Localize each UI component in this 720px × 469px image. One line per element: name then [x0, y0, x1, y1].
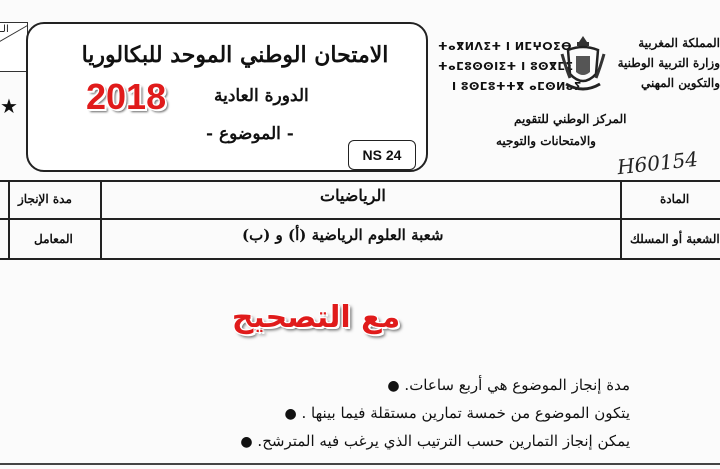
info-table	[0, 180, 720, 260]
tifinagh-line-2: ⵜⴰⵎⵓⵙⵙⵏⵉⵜ ⵏ ⵓⵙⴳⵎⵉ	[438, 60, 574, 73]
instruction-item	[240, 432, 630, 450]
instruction-text: يمكن إنجاز التمارين حسب الترتيب الذي يرغب فيه المترشح.	[257, 432, 630, 450]
subject-value: الرياضيات	[320, 186, 386, 205]
duration-label: مدة الإنجاز	[18, 192, 72, 206]
star-icon: ★	[0, 94, 18, 118]
tifinagh-line-3: ⵏ ⵓⵙⵎⵓⵜⵜⴳ ⴰⵎⵙⵍⴰⵢ	[452, 80, 582, 93]
bullet-icon: ●	[284, 406, 297, 422]
bullet-icon: ●	[387, 378, 400, 394]
instruction-text: يتكون الموضوع من خمسة تمارين مستقلة فيما بينها .	[301, 404, 630, 422]
subject-word: - الموضوع -	[206, 124, 294, 144]
exam-year: 2018	[86, 76, 167, 117]
instruction-item	[284, 404, 630, 422]
exam-code: NS 24	[348, 140, 416, 170]
stream-value: شعبة العلوم الرياضية (أ) و (ب)	[242, 226, 444, 244]
subject-label: المادة	[660, 192, 690, 206]
tifinagh-line-1: ⵜⴰⴳⵍⴷⵉⵜ ⵏ ⵍⵎⵖⵔⵉⴱ	[438, 40, 573, 53]
center-line-1: المركز الوطني للتقويم	[514, 112, 627, 126]
exam-session: الدورة العادية	[214, 86, 309, 106]
correction-banner: مع التصحيح	[231, 300, 401, 335]
ministry-line-1: المملكة المغربية	[638, 36, 720, 50]
corner-text: الـ	[0, 24, 9, 35]
stream-label: الشعبة أو المسلك	[630, 232, 720, 246]
center-line-2: والامتحانات والتوجيه	[496, 134, 596, 148]
bullet-icon: ●	[240, 434, 253, 450]
coefficient-label: المعامل	[34, 232, 73, 246]
ministry-line-3: والتكوين المهني	[641, 76, 720, 90]
instruction-item	[387, 376, 630, 394]
exam-title: الامتحان الوطني الموحد للبكالوريا	[81, 42, 389, 68]
handwritten-reference: H60154	[615, 146, 700, 180]
coat-of-arms-icon	[560, 34, 606, 96]
bottom-rule	[0, 463, 720, 465]
ministry-line-2: وزارة التربية الوطنية	[617, 56, 720, 70]
instruction-text: مدة إنجاز الموضوع هي أربع ساعات.	[404, 376, 630, 394]
